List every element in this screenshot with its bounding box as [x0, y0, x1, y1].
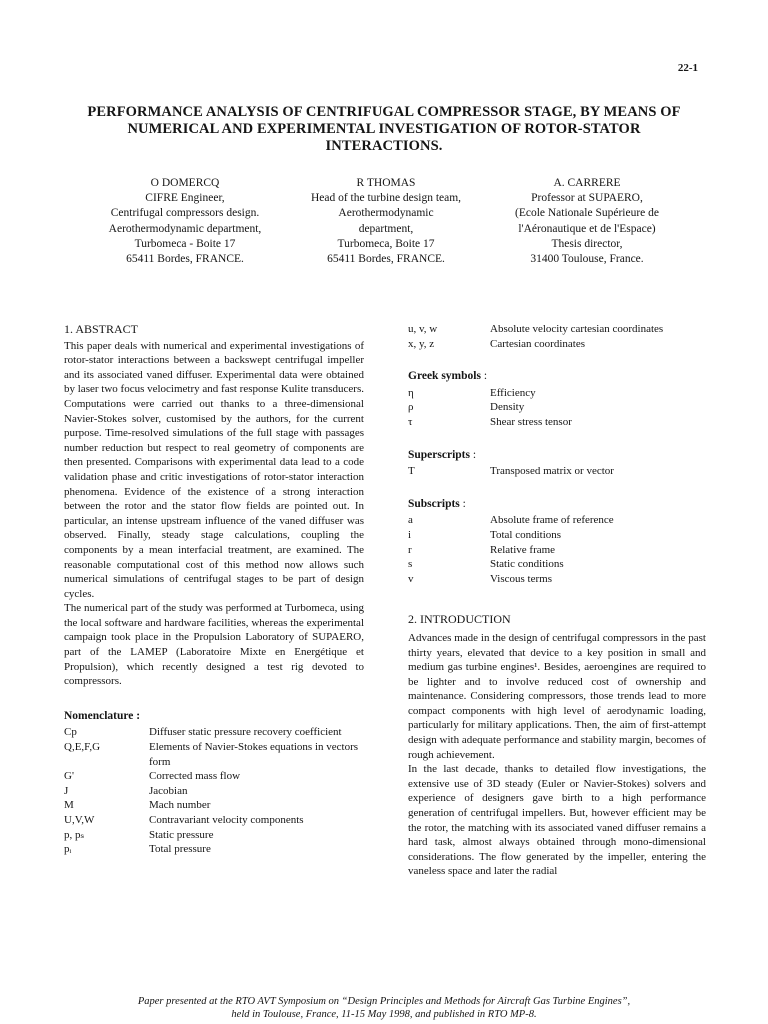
author-block-2 — [282, 176, 490, 267]
symbol-row — [408, 572, 706, 587]
right-column — [408, 322, 706, 879]
nomenclature-row — [64, 842, 364, 857]
nomenclature-symbol: p, pₛ — [64, 828, 85, 841]
author-affiliation-line: (Ecole Nationale Supérieure de — [514, 207, 659, 220]
nomenclature-row — [64, 828, 364, 843]
author-affiliation-line: Head of the turbine design team, — [310, 192, 462, 205]
subscripts-heading-text: Subscripts — [408, 497, 460, 510]
author-block-1 — [78, 176, 292, 267]
nomenclature-row — [64, 813, 364, 828]
coordinate-symbols — [408, 322, 706, 351]
nomenclature-definition: Elements of Navier-Stokes equations in vectors form — [149, 741, 359, 768]
author-affiliation-line: Aerothermodynamic — [338, 207, 434, 220]
abstract-heading: 1. ABSTRACT — [64, 322, 139, 336]
symbol-definition: Relative frame — [490, 543, 556, 556]
superscripts-heading-text: Superscripts — [408, 448, 470, 461]
introduction-heading: 2. INTRODUCTION — [408, 612, 511, 627]
nomenclature-definition: Mach number — [149, 799, 211, 812]
symbol-definition: Absolute velocity cartesian coordinates — [490, 323, 664, 335]
symbol-definition: Efficiency — [490, 386, 536, 399]
footer-note — [80, 996, 688, 1021]
nomenclature-definition: Diffuser static pressure recovery coefficient — [149, 726, 342, 739]
nomenclature-row — [64, 798, 364, 813]
nomenclature-list — [64, 725, 364, 856]
symbol-definition: Total conditions — [490, 528, 562, 541]
nomenclature-symbol: Cp — [64, 726, 77, 739]
nomenclature-symbol: M — [64, 799, 74, 812]
author-affiliation-line: Aerothermodynamic department, — [108, 222, 262, 235]
symbol-row — [408, 543, 706, 558]
greek-symbols-list — [408, 386, 706, 430]
symbol-row — [408, 400, 706, 415]
superscripts-list — [408, 464, 706, 479]
author-affiliation-line: department, — [358, 222, 414, 235]
nomenclature-symbol: J — [64, 784, 69, 797]
nomenclature-heading: Nomenclature : — [64, 709, 141, 722]
nomenclature-definition: Total pressure — [149, 843, 211, 856]
abstract-paragraph: This paper deals with numerical and experimental investigations of rotor-stator interactions between a backswept centrifugal impeller and its associated vaned diffuser. Experimental data were obtained by laser two focus velocimetry and fast response Kulite transducers. Computations were carried out thanks to a three-dimensional Navier-Stokes solver, customised by the authors, for the current purpose. Time-resolved simulations of the full stage with passages number reduction but respect to real geometry of components are then presented. Comparisons with experimental data lead to a code validation phase and critic investigations of rotor-stator interaction phenomena. Evidence of the existence of a strong interaction between the rotor and the stator flow fields are pointed out. In particular, an intense upstream influence of the vaned diffuser was observed. Finally, steady stage calculations, coupling the components by a mean interfacial treatment, are examined. The reasonable computational cost of this method now allows such numerical simulations of centrifugal stages to be part of design cycles. — [64, 339, 364, 600]
greek-symbols-heading — [408, 369, 706, 384]
nomenclature-symbol: pᵢ — [64, 843, 72, 856]
symbol-definition: Absolute frame of reference — [490, 514, 614, 527]
symbol: τ — [408, 415, 413, 428]
symbol-row — [408, 415, 706, 430]
symbol: u, v, w — [408, 323, 438, 335]
symbol: T — [408, 465, 415, 478]
subscripts-list — [408, 513, 706, 586]
symbol: η — [408, 386, 414, 399]
author-affiliation-line: l'Aéronautique et de l'Espace) — [518, 222, 656, 235]
symbol-definition: Cartesian coordinates — [490, 337, 585, 350]
nomenclature-row — [64, 769, 364, 784]
superscripts-heading-colon: : — [469, 448, 477, 461]
author-affiliation-line: 31400 Toulouse, France. — [530, 253, 644, 266]
greek-heading-colon: : — [480, 370, 488, 383]
symbol-row — [408, 557, 706, 572]
nomenclature-row — [64, 740, 364, 769]
nomenclature-definition: Static pressure — [149, 828, 214, 841]
author-affiliation-line: CIFRE Engineer, — [145, 192, 225, 205]
abstract-paragraph: The numerical part of the study was performed at Turbomeca, using the local software and hardware facilities, whereas the experimental campaign took place in the Propulsion Laboratory of SUPAERO, part of the LAMEP (Laboratoire Mixte en Energétique et Propulsion), which recently designed a test rig devoted to compressors. — [64, 602, 364, 688]
author-affiliation-line: Turbomeca - Boite 17 — [134, 237, 236, 250]
symbol: i — [408, 528, 412, 541]
nomenclature-definition: Contravariant velocity components — [149, 814, 304, 826]
symbol-row — [408, 386, 706, 401]
introduction-paragraph: In the last decade, thanks to detailed flow investigations, the extensive use of 3D steady (Euler or Navier-Stokes) solvers and experience of designers gave birth to a high performance generation of centrifugal impellers. But, however efficient may be the rotor, the matching with its associated vaned diffuser remains a hard task, almost always obtained through mono-dimensional considerations. The flow generated by the impeller, entering the vaneless space and later the radial — [408, 763, 706, 878]
author-affiliation-line: Professor at SUPAERO, — [531, 192, 643, 205]
left-column — [64, 322, 364, 857]
superscripts-heading — [408, 448, 706, 463]
page-number: 22-1 — [677, 62, 698, 74]
author-name: O DOMERCQ — [150, 177, 220, 189]
nomenclature-symbol: G' — [64, 770, 74, 783]
symbol-row — [408, 322, 706, 337]
symbol-row — [408, 464, 706, 479]
symbol: v — [408, 572, 414, 585]
symbol-definition: Shear stress tensor — [490, 415, 572, 428]
nomenclature-definition: Corrected mass flow — [149, 770, 241, 783]
subscripts-heading — [408, 497, 706, 512]
nomenclature-row — [64, 725, 364, 740]
subscripts-heading-colon: : — [459, 497, 466, 510]
author-affiliation-line: Centrifugal compressors design. — [110, 207, 260, 220]
introduction-paragraph: Advances made in the design of centrifugal compressors in the past thirty years, elevated that device to a key position in small and medium gas turbine engines¹. Besides, aeroengines are required to be lighter and to involve reduced cost of ownership and maintenance. Considering compressors, those trends lead to more compact components with high level of aerodynamic loading, particularly for military applications. Then, the aim of first-attempt design with adequate performance and stability margin, becomes of rough achievement. — [408, 631, 706, 761]
symbol-row — [408, 513, 706, 528]
author-affiliation-line: Turbomeca, Boite 17 — [337, 237, 435, 250]
symbol-definition: Density — [490, 401, 525, 414]
author-affiliation-line: Thesis director, — [551, 237, 623, 250]
symbol-definition: Viscous terms — [490, 572, 552, 585]
symbol: a — [408, 514, 413, 527]
author-affiliation-line: 65411 Bordes, FRANCE. — [126, 253, 244, 266]
symbol-row — [408, 528, 706, 543]
nomenclature-definition: Jacobian — [149, 784, 188, 797]
greek-heading-text: Greek symbols — [408, 370, 481, 383]
footer-line: held in Toulouse, France, 11-15 May 1998, and published in RTO MP-8. — [231, 1008, 537, 1020]
nomenclature-row — [64, 784, 364, 799]
nomenclature-symbol: Q,E,F,G — [64, 741, 101, 754]
symbol: ρ — [408, 401, 414, 414]
nomenclature-symbol: U,V,W — [64, 814, 95, 826]
symbol: x, y, z — [408, 337, 435, 350]
symbol-definition: Static conditions — [490, 558, 564, 571]
author-affiliation-line: 65411 Bordes, FRANCE. — [327, 253, 445, 266]
author-block-3 — [478, 176, 696, 267]
symbol: s — [408, 558, 413, 571]
footer-line: Paper presented at the RTO AVT Symposium on “Design Principles and Methods for Aircraft Gas Turbine Engines”, — [137, 996, 631, 1007]
author-name: R THOMAS — [356, 177, 416, 189]
paper-title: PERFORMANCE ANALYSIS OF CENTRIFUGAL COMPRESSOR STAGE, BY MEANS OF NUMERICAL AND EXPERIMENTAL INVESTIGATION OF ROTOR-STATOR INTERACTIONS. — [87, 104, 681, 154]
symbol-row — [408, 337, 706, 352]
symbol-definition: Transposed matrix or vector — [490, 465, 614, 478]
author-name: A. CARRERE — [553, 177, 621, 189]
symbol: r — [408, 543, 412, 556]
